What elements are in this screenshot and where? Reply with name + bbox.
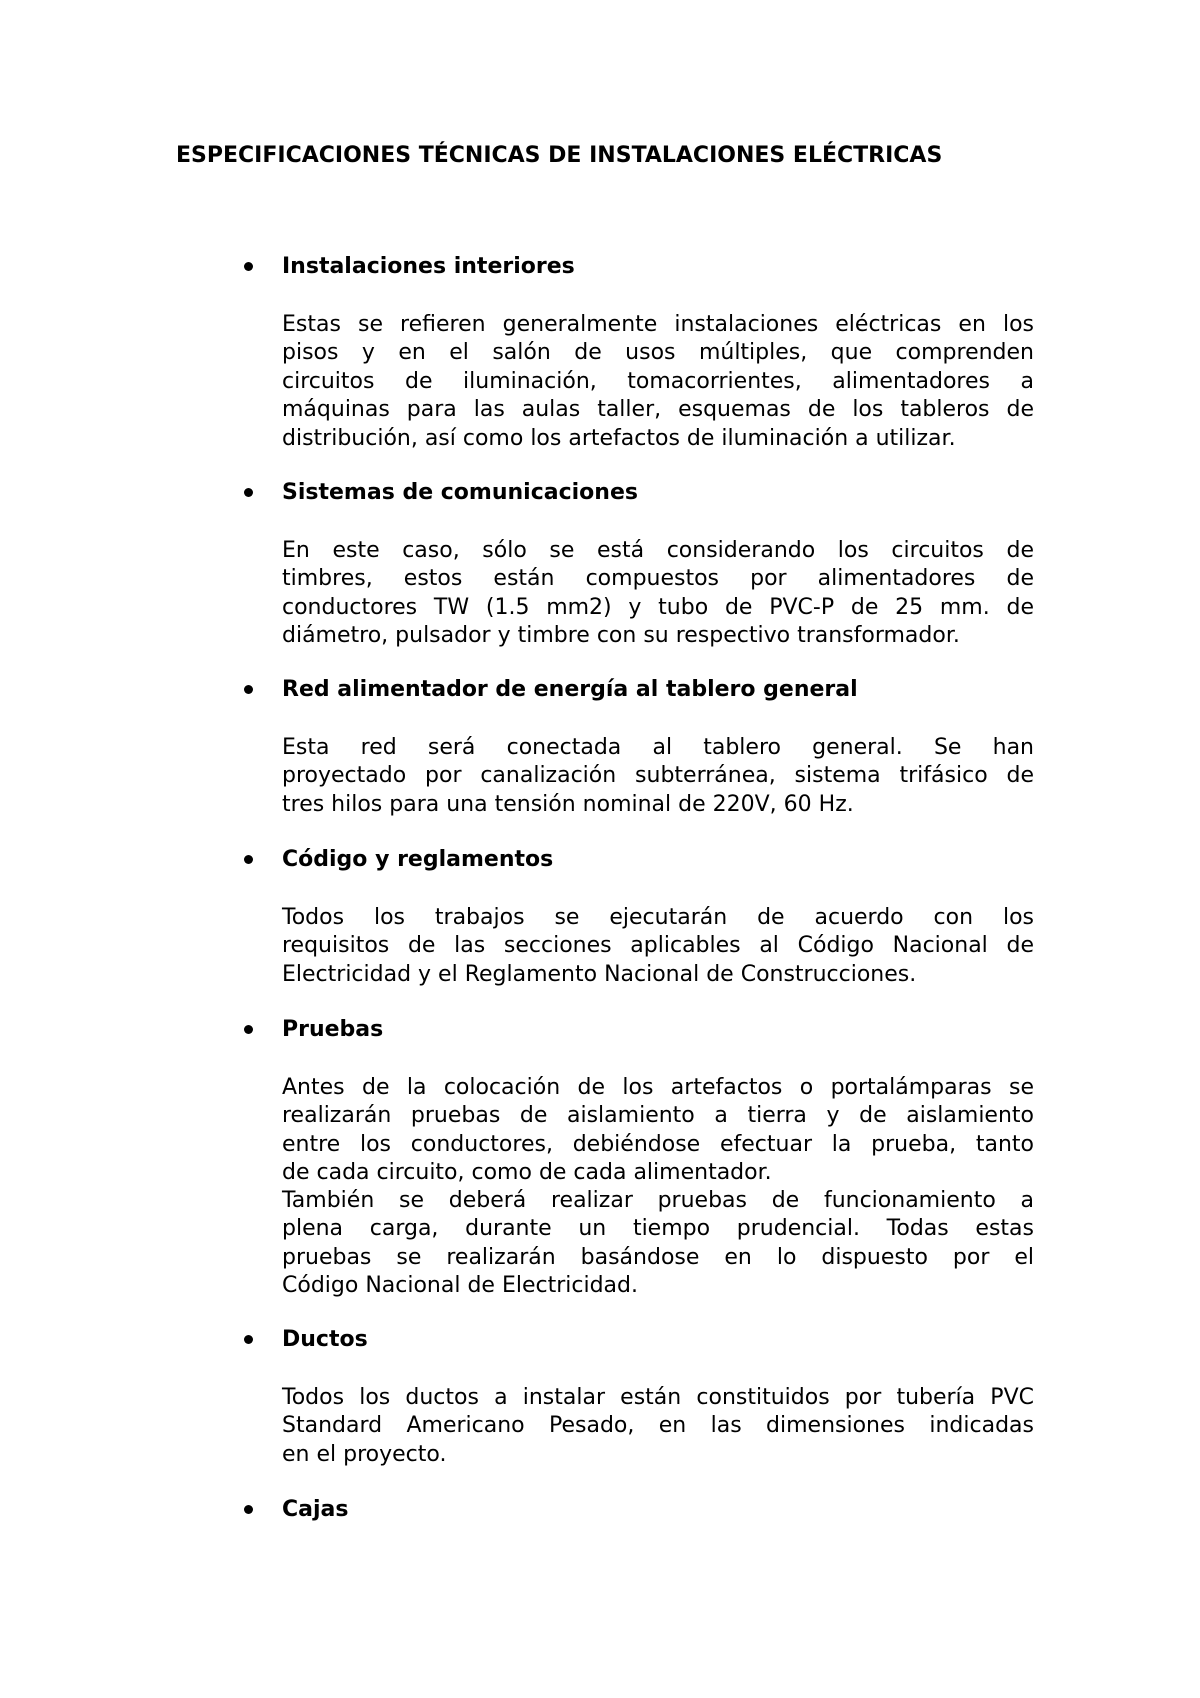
section-heading-red-alimentador: Red alimentador de energía al tablero general bbox=[282, 677, 858, 702]
section-heading-codigo-y-reglamentos: Código y reglamentos bbox=[282, 847, 554, 872]
section-heading-pruebas: Pruebas bbox=[282, 1017, 384, 1042]
paragraph-line: conductores TW (1.5 mm2) y tubo de PVC-P de 25 mm. de bbox=[282, 594, 1034, 620]
paragraph-line: En este caso, sólo se está considerando los circuitos de bbox=[282, 538, 1034, 563]
paragraph-line: requisitos de las secciones aplicables al Código Nacional de bbox=[282, 933, 1034, 959]
paragraph-line: Standard Americano Pesado, en las dimensiones indicadas bbox=[282, 1413, 1034, 1439]
paragraph-line: diámetro, pulsador y timbre con su respectivo transformador. bbox=[282, 623, 960, 649]
paragraph-line: timbres, estos están compuestos por alimentadores de bbox=[282, 566, 1034, 592]
section-paragraph bbox=[282, 537, 1034, 651]
bullet-icon bbox=[244, 1335, 253, 1344]
paragraph-line: pruebas se realizarán basándose en lo dispuesto por el bbox=[282, 1244, 1034, 1270]
paragraph-line: pisos y en el salón de usos múltiples, que comprenden bbox=[282, 340, 1034, 366]
document-title: ESPECIFICACIONES TÉCNICAS DE INSTALACIONES ELÉCTRICAS bbox=[176, 143, 943, 168]
section-paragraph bbox=[282, 1187, 1034, 1301]
bullet-icon bbox=[244, 1025, 253, 1034]
paragraph-line: Todos los trabajos se ejecutarán de acuerdo con los bbox=[282, 905, 1034, 930]
paragraph-line: plena carga, durante un tiempo prudencial. Todas estas bbox=[282, 1216, 1034, 1242]
section-heading-instalaciones-interiores: Instalaciones interiores bbox=[282, 254, 575, 279]
paragraph-line: tres hilos para una tensión nominal de 220V, 60 Hz. bbox=[282, 791, 854, 817]
paragraph-line: entre los conductores, debiéndose efectuar la prueba, tanto bbox=[282, 1131, 1034, 1157]
paragraph-line: circuitos de iluminación, tomacorrientes, alimentadores a bbox=[282, 368, 1034, 394]
paragraph-line: proyectado por canalización subterránea, sistema trifásico de bbox=[282, 763, 1034, 789]
paragraph-line: máquinas para las aulas taller, esquemas de los tableros de bbox=[282, 397, 1034, 423]
bullet-icon bbox=[244, 488, 253, 497]
paragraph-line: Electricidad y el Reglamento Nacional de Construcciones. bbox=[282, 961, 917, 987]
section-paragraph bbox=[282, 1384, 1034, 1469]
paragraph-line: Estas se refieren generalmente instalaciones eléctricas en los bbox=[282, 312, 1034, 337]
paragraph-line: de cada circuito, como de cada alimentador. bbox=[282, 1160, 772, 1186]
paragraph-line: Código Nacional de Electricidad. bbox=[282, 1273, 638, 1299]
bullet-icon bbox=[244, 262, 253, 271]
paragraph-line: Esta red será conectada al tablero general. Se han bbox=[282, 735, 1034, 760]
paragraph-line: en el proyecto. bbox=[282, 1441, 447, 1467]
bullet-icon bbox=[244, 855, 253, 864]
paragraph-line: realizarán pruebas de aislamiento a tierra y de aislamiento bbox=[282, 1103, 1034, 1129]
paragraph-line: Antes de la colocación de los artefactos o portalámparas se bbox=[282, 1075, 1034, 1100]
section-paragraph bbox=[282, 311, 1034, 453]
paragraph-line: También se deberá realizar pruebas de funcionamiento a bbox=[282, 1188, 1034, 1213]
paragraph-line: Todos los ductos a instalar están constituidos por tubería PVC bbox=[282, 1385, 1034, 1410]
section-paragraph bbox=[282, 904, 1034, 989]
bullet-icon bbox=[244, 1505, 253, 1514]
section-heading-ductos: Ductos bbox=[282, 1327, 368, 1352]
section-paragraph bbox=[282, 1074, 1034, 1188]
section-paragraph bbox=[282, 734, 1034, 819]
paragraph-line: distribución, así como los artefactos de iluminación a utilizar. bbox=[282, 425, 956, 451]
section-heading-sistemas-de-comunicaciones: Sistemas de comunicaciones bbox=[282, 480, 638, 505]
section-heading-cajas: Cajas bbox=[282, 1497, 349, 1522]
bullet-icon bbox=[244, 685, 253, 694]
